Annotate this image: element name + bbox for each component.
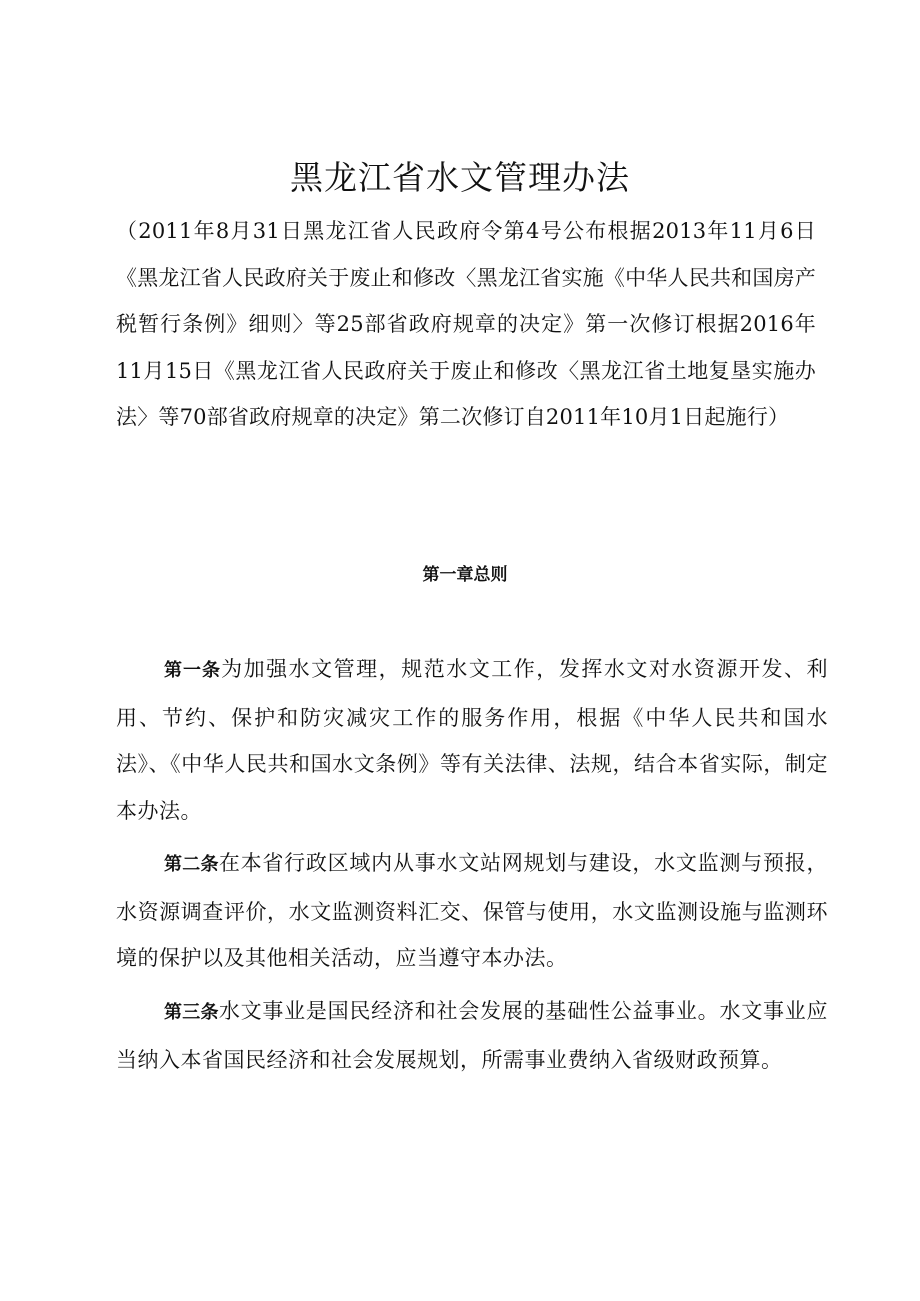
article-label: 第一条: [164, 660, 222, 681]
chapter-heading: 第一章总则: [422, 565, 508, 585]
article-text: 在本省行政区域内从事水文站网规划与建设，水文监测与预报，水资源调查评价，水文监测资料汇交、保管与使用，水文监测设施与监测环境的保护以及其他相关活动，应当遵守本办法。: [116, 851, 829, 970]
article-text: 为加强水文管理，规范水文工作，发挥水文对水资源开发、利用、节约、保护和防灾减灾工作的服务作用，根据《中华人民共和国水法》、《中华人民共和国水文条例》等有关法律、法规，结合本省实际，制定本办法。: [116, 657, 829, 823]
article-paragraph: [116, 840, 828, 982]
article-label: 第三条: [164, 1002, 219, 1023]
article-label: 第二条: [164, 854, 219, 875]
article-paragraph: [116, 646, 828, 834]
document-title: 黑龙江省水文管理办法: [290, 158, 630, 197]
article-paragraph: [116, 988, 828, 1083]
document-subtitle: （2011年8月31日黑龙江省人民政府令第4号公布根据2013年11月6日《黑龙江省人民政府关于废止和修改〈黑龙江省实施《中华人民共和国房产税暂行条例》细则〉等25部省政府规章的决定》第一次修订根据2016年11月15日《黑龙江省人民政府关于废止和修改〈黑龙江省土地复垦实施办法〉等70部省政府规章的决定》第二次修订自2011年10月1日起施行）: [116, 219, 816, 429]
article-text: 水文事业是国民经济和社会发展的基础性公益事业。水文事业应当纳入本省国民经济和社会发展规划，所需事业费纳入省级财政预算。: [116, 999, 829, 1072]
